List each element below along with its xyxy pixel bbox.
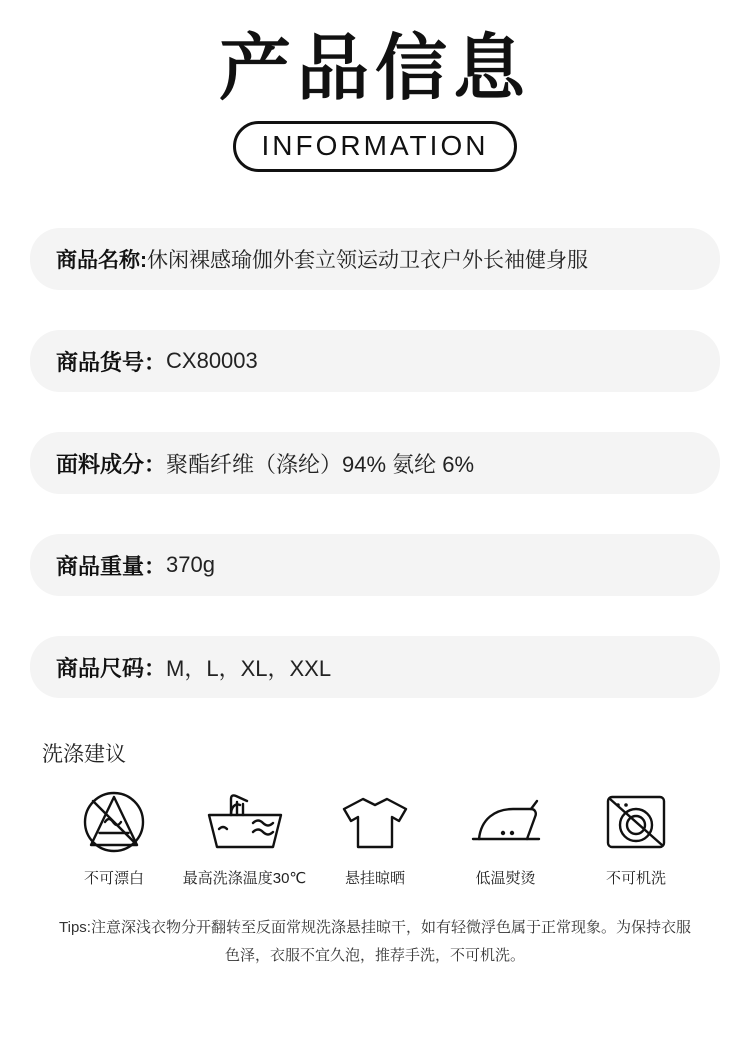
hand-wash-30c-icon: [183, 784, 307, 860]
info-row-sizes: [30, 636, 720, 698]
page-subtitle-wrap: [0, 121, 750, 173]
info-value: CX80003: [166, 348, 258, 374]
info-value: 370g: [166, 552, 215, 578]
info-label: 面料成分：: [56, 451, 167, 477]
info-row-product-code: [30, 330, 720, 392]
info-label: 商品重量：: [56, 553, 167, 579]
care-item-hand-wash: [183, 784, 307, 888]
info-row-weight: [30, 534, 720, 596]
page-subtitle: INFORMATION: [233, 121, 518, 173]
hang-dry-icon: [313, 784, 437, 860]
care-caption: 不可漂白: [83, 870, 144, 888]
info-label: 商品名称:: [56, 249, 147, 273]
care-item-no-bleach: [52, 784, 176, 888]
page-title: 产品信息: [218, 26, 531, 110]
tips-text: Tips:注意深浅衣物分开翻转至反面常规洗涤悬挂晾干，如有轻微浮色属于正常现象。为保持衣服色泽，衣服不宜久泡，推荐手洗，不可机洗。: [59, 919, 691, 964]
low-temp-iron-icon: [444, 784, 568, 860]
no-bleach-icon: [52, 784, 176, 860]
info-row-product-name: [30, 228, 720, 290]
info-row-fabric: [30, 432, 720, 494]
care-caption: 悬挂晾晒: [344, 870, 405, 888]
care-item-low-temp-iron: [444, 784, 568, 888]
info-value: 聚酯纤维（涤纶）94% 氨纶 6%: [166, 451, 475, 477]
care-caption: 低温熨烫: [475, 870, 536, 888]
page-header: [0, 0, 750, 172]
care-item-hang-dry: [313, 784, 437, 888]
no-machine-wash-icon: [574, 784, 698, 860]
care-caption: 不可机洗: [605, 870, 666, 888]
info-rows: [0, 228, 750, 698]
info-label: 商品尺码：: [56, 655, 167, 681]
wash-care-title: 洗涤建议: [42, 743, 126, 767]
info-value: 休闲裸感瑜伽外套立领运动卫衣户外长袖健身服: [147, 249, 588, 273]
info-label: 商品货号：: [56, 349, 167, 375]
wash-care-icons: [30, 784, 720, 888]
care-caption: 最高洗涤温度30℃: [182, 870, 307, 888]
info-value: M，L，XL，XXL: [166, 655, 332, 681]
wash-care-section: [0, 738, 750, 888]
care-item-no-machine-wash: [574, 784, 698, 888]
